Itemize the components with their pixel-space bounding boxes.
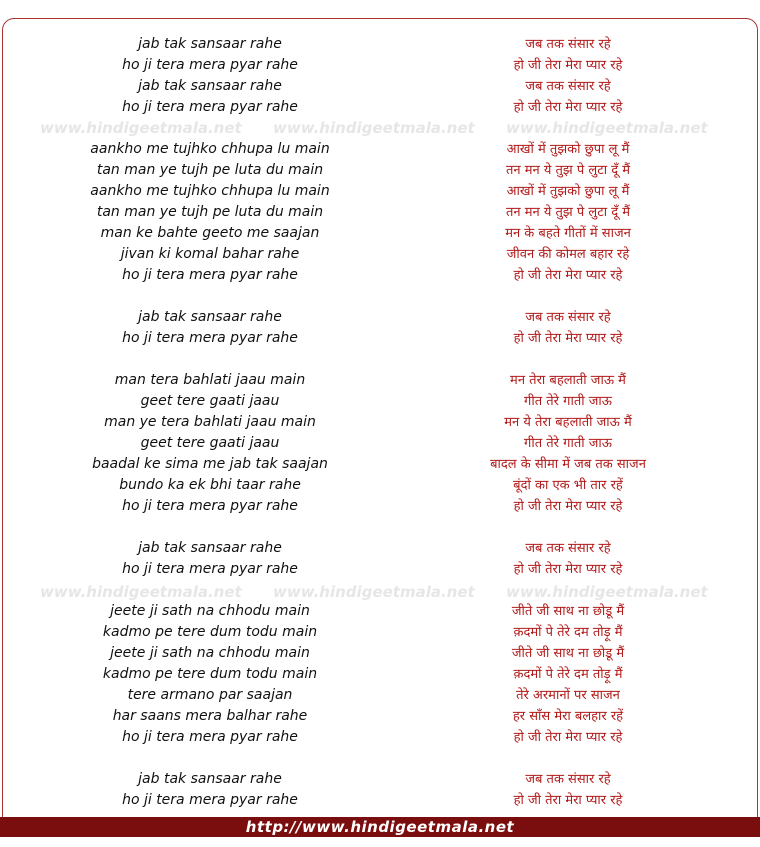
roman-lyric-line: jeete ji sath na chhodu main	[110, 603, 310, 619]
roman-lyric-line: tan man ye tujh pe luta du main	[96, 204, 324, 220]
hindi-lyric-line: मन के बहते गीतों में साजन	[505, 226, 631, 241]
roman-lyric-line: ho ji tera mera pyar rahe	[122, 57, 298, 73]
hindi-lyric-line: क़दमों पे तेरे दम तोड़ू मैं	[513, 625, 623, 640]
hindi-lyric-line: हो जी तेरा मेरा प्यार रहे	[513, 331, 623, 346]
watermark: www.hindigeetmala.net	[40, 119, 242, 137]
hindi-lyric-line: तन मन ये तुझ पे लुटा दूँ मैं	[505, 205, 631, 220]
roman-lyric-line: tere armano par saajan	[127, 687, 293, 703]
hindi-lyric-line: बादल के सीमा में जब तक साजन	[490, 457, 646, 472]
roman-lyric-line: tan man ye tujh pe luta du main	[96, 162, 324, 178]
watermark: www.hindigeetmala.net	[273, 583, 475, 601]
hindi-lyric-line: आखों में तुझको छुपा लू मैं	[506, 184, 630, 199]
roman-lyric-line: har saans mera balhar rahe	[112, 708, 308, 724]
roman-lyric-line: aankho me tujhko chhupa lu main	[90, 141, 330, 157]
roman-lyric-line: bundo ka ek bhi taar rahe	[119, 477, 301, 493]
watermark: www.hindigeetmala.net	[273, 119, 475, 137]
hindi-lyric-line: गीत तेरे गाती जाऊ	[524, 436, 612, 451]
roman-lyric-line: ho ji tera mera pyar rahe	[122, 561, 298, 577]
hindi-lyric-line: हो जी तेरा मेरा प्यार रहे	[513, 793, 623, 808]
roman-lyric-line: jab tak sansaar rahe	[138, 309, 282, 325]
roman-lyric-line: jab tak sansaar rahe	[138, 771, 282, 787]
roman-lyric-line: jeete ji sath na chhodu main	[110, 645, 310, 661]
footer-url-link[interactable]: http://www.hindigeetmala.net	[245, 818, 515, 836]
roman-lyric-line: ho ji tera mera pyar rahe	[122, 498, 298, 514]
roman-lyric-line: jab tak sansaar rahe	[138, 36, 282, 52]
roman-lyric-line: geet tere gaati jaau	[140, 435, 280, 451]
hindi-lyric-line: जब तक संसार रहे	[525, 37, 611, 52]
watermark: www.hindigeetmala.net	[506, 583, 708, 601]
roman-lyric-line: ho ji tera mera pyar rahe	[122, 729, 298, 745]
lyrics-hindi-column	[418, 34, 718, 811]
hindi-lyric-line: हो जी तेरा मेरा प्यार रहे	[513, 499, 623, 514]
hindi-lyric-line: जीते जी साथ ना छोडू मैं	[511, 604, 625, 619]
hindi-lyric-line: हो जी तेरा मेरा प्यार रहे	[513, 100, 623, 115]
roman-lyric-line: ho ji tera mera pyar rahe	[122, 792, 298, 808]
hindi-lyric-line: जब तक संसार रहे	[525, 772, 611, 787]
hindi-lyric-line: क़दमों पे तेरे दम तोड़ू मैं	[513, 667, 623, 682]
roman-lyric-line: man ke bahte geeto me saajan	[100, 225, 320, 241]
hindi-lyric-line: हो जी तेरा मेरा प्यार रहे	[513, 730, 623, 745]
hindi-lyric-line: मन ये तेरा बहलाती जाऊ मैं	[504, 415, 632, 430]
hindi-lyric-line: मन तेरा बहलाती जाऊ मैं	[510, 373, 626, 388]
roman-lyric-line: ho ji tera mera pyar rahe	[122, 267, 298, 283]
roman-lyric-line: kadmo pe tere dum todu main	[102, 666, 318, 682]
watermark: www.hindigeetmala.net	[40, 583, 242, 601]
hindi-lyric-line: आखों में तुझको छुपा लू मैं	[506, 142, 630, 157]
hindi-lyric-line: हर साँस मेरा बलहार रहें	[512, 709, 624, 724]
roman-lyric-line: kadmo pe tere dum todu main	[102, 624, 318, 640]
roman-lyric-line: ho ji tera mera pyar rahe	[122, 99, 298, 115]
hindi-lyric-line: जीवन की कोमल बहार रहे	[506, 247, 630, 262]
roman-lyric-line: jab tak sansaar rahe	[138, 540, 282, 556]
footer-bar	[0, 817, 760, 837]
hindi-lyric-line: जब तक संसार रहे	[525, 79, 611, 94]
hindi-lyric-line: हो जी तेरा मेरा प्यार रहे	[513, 562, 623, 577]
roman-lyric-line: geet tere gaati jaau	[140, 393, 280, 409]
lyrics-roman-column	[60, 34, 360, 811]
hindi-lyric-line: तेरे अरमानों पर साजन	[516, 688, 620, 703]
roman-lyric-line: aankho me tujhko chhupa lu main	[90, 183, 330, 199]
hindi-lyric-line: जीते जी साथ ना छोडू मैं	[511, 646, 625, 661]
roman-lyric-line: man tera bahlati jaau main	[114, 372, 306, 388]
hindi-lyric-line: गीत तेरे गाती जाऊ	[524, 394, 612, 409]
hindi-lyric-line: हो जी तेरा मेरा प्यार रहे	[513, 58, 623, 73]
watermark: www.hindigeetmala.net	[506, 119, 708, 137]
hindi-lyric-line: हो जी तेरा मेरा प्यार रहे	[513, 268, 623, 283]
hindi-lyric-line: जब तक संसार रहे	[525, 541, 611, 556]
roman-lyric-line: ho ji tera mera pyar rahe	[122, 330, 298, 346]
hindi-lyric-line: जब तक संसार रहे	[525, 310, 611, 325]
hindi-lyric-line: तन मन ये तुझ पे लुटा दूँ मैं	[505, 163, 631, 178]
roman-lyric-line: baadal ke sima me jab tak saajan	[92, 456, 328, 472]
roman-lyric-line: man ye tera bahlati jaau main	[104, 414, 316, 430]
roman-lyric-line: jivan ki komal bahar rahe	[120, 246, 300, 262]
hindi-lyric-line: बूंदों का एक भी तार रहें	[513, 478, 623, 493]
roman-lyric-line: jab tak sansaar rahe	[138, 78, 282, 94]
